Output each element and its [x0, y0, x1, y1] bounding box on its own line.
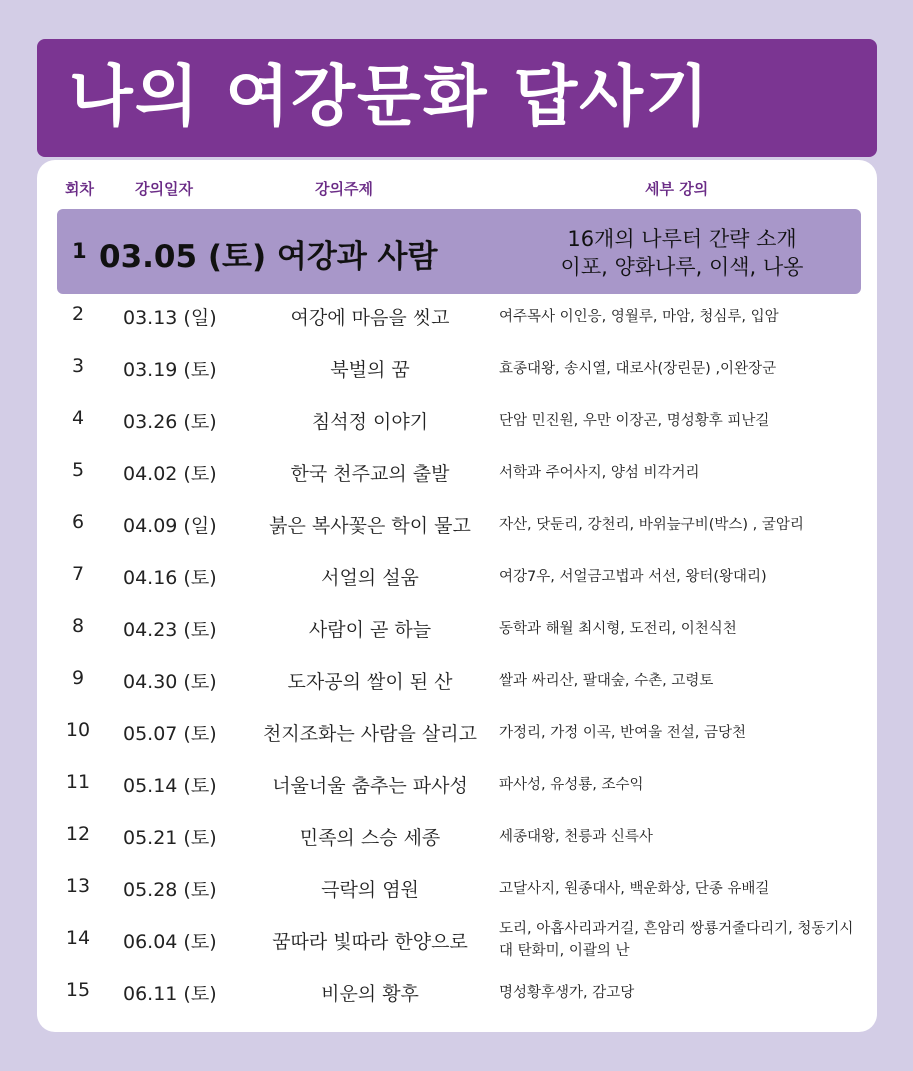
row-topic: 꿈따라 빛따라 한양으로 [272, 931, 468, 953]
row-date: 04.02 (토) [123, 463, 217, 485]
header-detail: 세부 강의 [645, 180, 709, 198]
row-detail: 동학과 해월 최시형, 도전리, 이천식천 [499, 621, 737, 637]
header-date: 강의일자 [135, 180, 193, 198]
table-row [57, 394, 861, 442]
row-date: 05.07 (토) [123, 723, 217, 745]
row-num: 9 [71, 667, 85, 689]
table-row [57, 654, 861, 702]
featured-main: 03.05 (토) 여강과 사람 [99, 239, 438, 275]
row-detail: 고달사지, 원종대사, 백운화상, 단종 유배길 [499, 881, 770, 897]
row-detail: 자산, 닷둔리, 강천리, 바위늪구비(박스) , 굴암리 [499, 517, 804, 533]
row-detail: 도리, 아홉사리과거길, 흔암리 쌍룡거줄다리기, 청동기시대 탄화미, 이괄의 난 [499, 921, 854, 959]
table-row [57, 758, 861, 806]
table-row [57, 602, 861, 650]
row-topic: 북벌의 꿈 [330, 359, 410, 381]
row-date: 03.19 (토) [123, 359, 217, 381]
row-num: 6 [71, 511, 85, 533]
row-date: 04.30 (토) [123, 671, 217, 693]
table-row [57, 810, 861, 858]
row-detail: 단암 민진원, 우만 이장곤, 명성황후 피난길 [499, 413, 770, 429]
header-num: 회차 [65, 180, 94, 198]
row-num: 7 [71, 563, 85, 585]
featured-detail-line1: 16개의 나루터 간략 소개 [567, 227, 797, 251]
row-detail: 세종대왕, 천릉과 신륵사 [499, 829, 653, 845]
row-date: 04.09 (일) [123, 515, 217, 537]
row-topic: 사람이 곧 하늘 [308, 619, 432, 641]
row-topic: 붉은 복사꽃은 학이 물고 [269, 515, 471, 537]
table-row [57, 914, 861, 962]
page-title: 나의 여강문화 답사기 [69, 58, 711, 135]
row-date: 06.04 (토) [123, 931, 217, 953]
row-detail: 여주목사 이인응, 영월루, 마암, 청심루, 입암 [499, 309, 779, 325]
row-topic: 민족의 스승 세종 [299, 827, 441, 849]
row-topic: 한국 천주교의 출발 [290, 463, 450, 485]
row-date: 05.14 (토) [123, 775, 217, 797]
table-row [57, 550, 861, 598]
row-num: 15 [65, 979, 91, 1001]
row-date: 04.16 (토) [123, 567, 217, 589]
row-num: 11 [65, 771, 91, 793]
row-detail: 여강7우, 서얼금고법과 서선, 왕터(왕대리) [499, 569, 767, 585]
row-num: 8 [71, 615, 85, 637]
row-topic: 극락의 염원 [321, 879, 419, 901]
header-topic: 강의주제 [315, 180, 373, 198]
row-num: 10 [65, 719, 91, 741]
table-row [57, 342, 861, 390]
row-topic: 서얼의 설움 [321, 567, 419, 589]
table-row [57, 966, 861, 1014]
row-date: 03.26 (토) [123, 411, 217, 433]
row-num: 13 [65, 875, 91, 897]
row-topic: 여강에 마음을 씻고 [290, 307, 450, 329]
row-num: 14 [65, 927, 91, 949]
row-date: 06.11 (토) [123, 983, 217, 1005]
row-detail: 가정리, 가정 이곡, 반여울 전설, 금당천 [499, 725, 746, 741]
row-detail: 파사성, 유성룡, 조수익 [499, 777, 644, 793]
row-topic: 침석정 이야기 [311, 411, 429, 433]
row-detail: 명성황후생가, 감고당 [499, 985, 635, 1001]
row-num: 12 [65, 823, 91, 845]
row-topic: 천지조화는 사람을 살리고 [263, 723, 477, 745]
table-row [57, 862, 861, 910]
row-date: 04.23 (토) [123, 619, 217, 641]
row-topic: 도자공의 쌀이 된 산 [287, 671, 453, 693]
row-num: 4 [71, 407, 85, 429]
row-num: 5 [71, 459, 85, 481]
row-topic: 너울너울 춤추는 파사성 [272, 775, 468, 797]
row-num: 2 [71, 303, 85, 325]
featured-detail-line2: 이포, 양화나루, 이색, 나옹 [560, 255, 804, 279]
row-num: 3 [71, 355, 85, 377]
row-detail: 효종대왕, 송시열, 대로사(장린문) ,이완장군 [499, 361, 777, 377]
table-row [57, 498, 861, 546]
table-row [57, 446, 861, 494]
table-row [57, 706, 861, 754]
row-date: 05.21 (토) [123, 827, 217, 849]
row-topic: 비운의 황후 [321, 983, 419, 1005]
row-date: 03.13 (일) [123, 307, 217, 329]
featured-num: 1 [72, 239, 87, 263]
row-detail: 서학과 주어사지, 양섬 비각거리 [499, 465, 700, 481]
row-detail: 쌀과 싸리산, 팔대숲, 수촌, 고령토 [499, 673, 714, 689]
table-row [57, 290, 861, 338]
row-date: 05.28 (토) [123, 879, 217, 901]
